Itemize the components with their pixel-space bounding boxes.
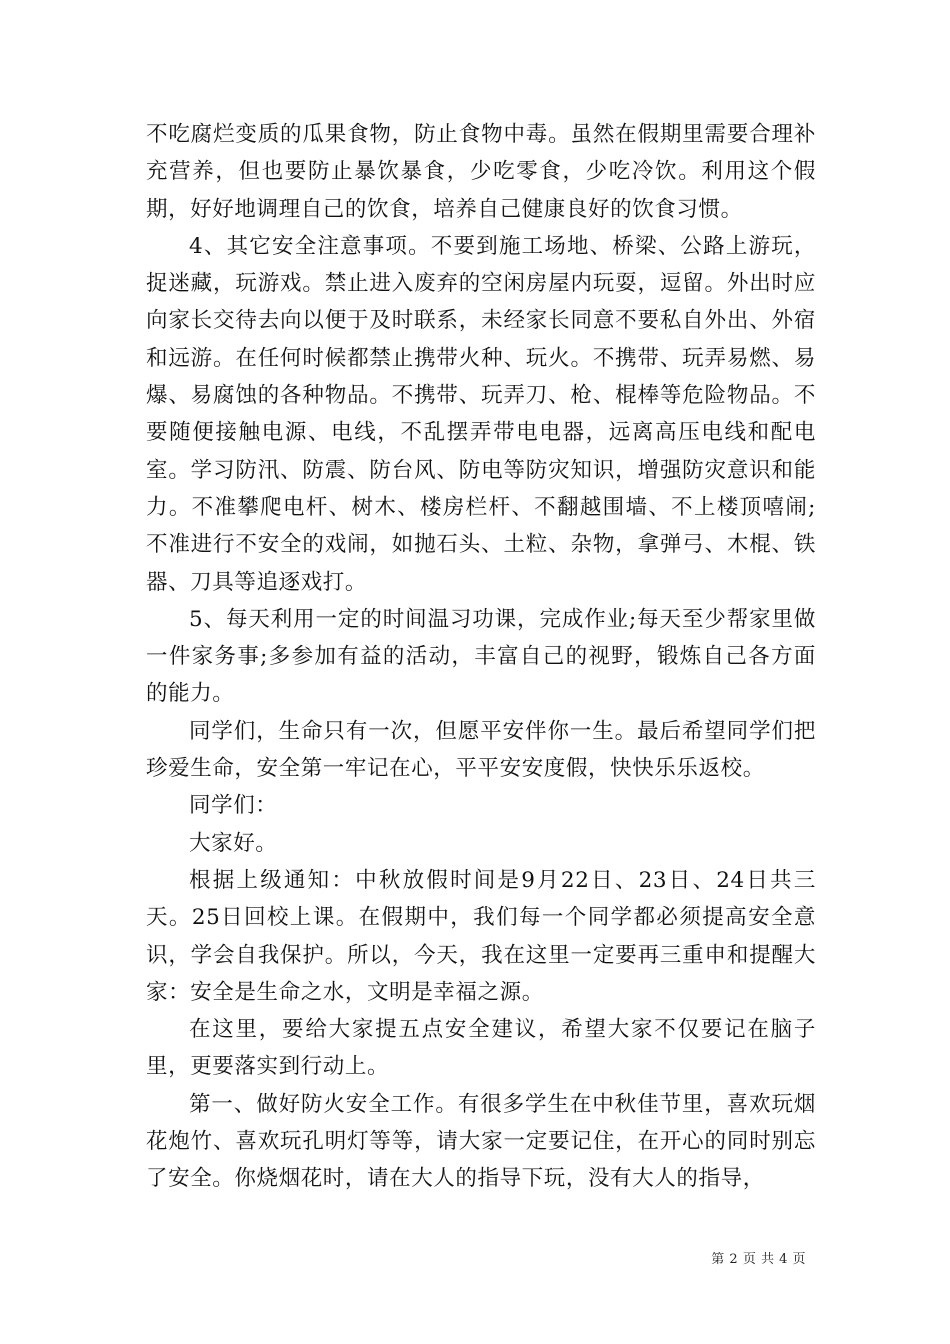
paragraph-closing-wish: 同学们，生命只有一次，但愿平安伴你一生。最后希望同学们把珍爱生命，安全第一牢记在心，平平安安度假，快快乐乐返校。 xyxy=(146,718,816,782)
paragraph-salutation: 同学们： xyxy=(189,793,278,819)
paragraph-study-chores: 5、每天利用一定的时间温习功课，完成作业;每天至少帮家里做一件家务事;多参加有益的活动，丰富自己的视野，锻炼自己各方面的能力。 xyxy=(146,606,816,707)
document-body xyxy=(146,116,816,1198)
paragraph-food-safety-continued: 不吃腐烂变质的瓜果食物，防止食物中毒。虽然在假期里需要合理补充营养，但也要防止暴饮暴食，少吃零食，少吃冷饮。利用这个假期，好好地调理自己的饮食，培养自己健康良好的饮食习惯。 xyxy=(146,122,816,222)
page-number-footer: 第 2 页 共 4 页 xyxy=(711,1252,806,1267)
paragraph-holiday-notice: 根据上级通知：中秋放假时间是9月22日、23日、24日共三天。25日回校上课。在假期中，我们每一个同学都必须提高安全意识，学会自我保护。所以，今天，我在这里一定要再三重申和提醒大家：安全是生命之水，文明是幸福之源。 xyxy=(146,867,816,1005)
paragraph-five-suggestions: 在这里，要给大家提五点安全建议，希望大家不仅要记在脑子里，更要落实到行动上。 xyxy=(146,1017,816,1080)
paragraph-other-safety: 4、其它安全注意事项。不要到施工场地、桥梁、公路上游玩，捉迷藏，玩游戏。禁止进入废弃的空闲房屋内玩耍，逗留。外出时应向家长交待去向以便于及时联系，未经家长同意不要私自外出、外宿和远游。在任何时候都禁止携带火种、玩火。不携带、玩弄易燃、易爆、易腐蚀的各种物品。不携带、玩弄刀、枪、棍棒等危险物品。不要随便接触电源、电线，不乱摆弄带电电器，远离高压电线和配电室。学习防汛、防震、防台风、防电等防灾知识，增强防灾意识和能力。不准攀爬电杆、树木、楼房栏杆、不翻越围墙、不上楼顶嘻闹;不准进行不安全的戏闹，如抛石头、土粒、杂物，拿弹弓、木棍、铁器、刀具等追逐戏打。 xyxy=(146,233,816,595)
paragraph-greeting: 大家好。 xyxy=(189,830,278,856)
paragraph-fire-safety: 第一、做好防火安全工作。有很多学生在中秋佳节里，喜欢玩烟花炮竹、喜欢玩孔明灯等等，请大家一定要记住，在开心的同时别忘了安全。你烧烟花时，请在大人的指导下玩，没有大人的指导， xyxy=(146,1091,816,1192)
